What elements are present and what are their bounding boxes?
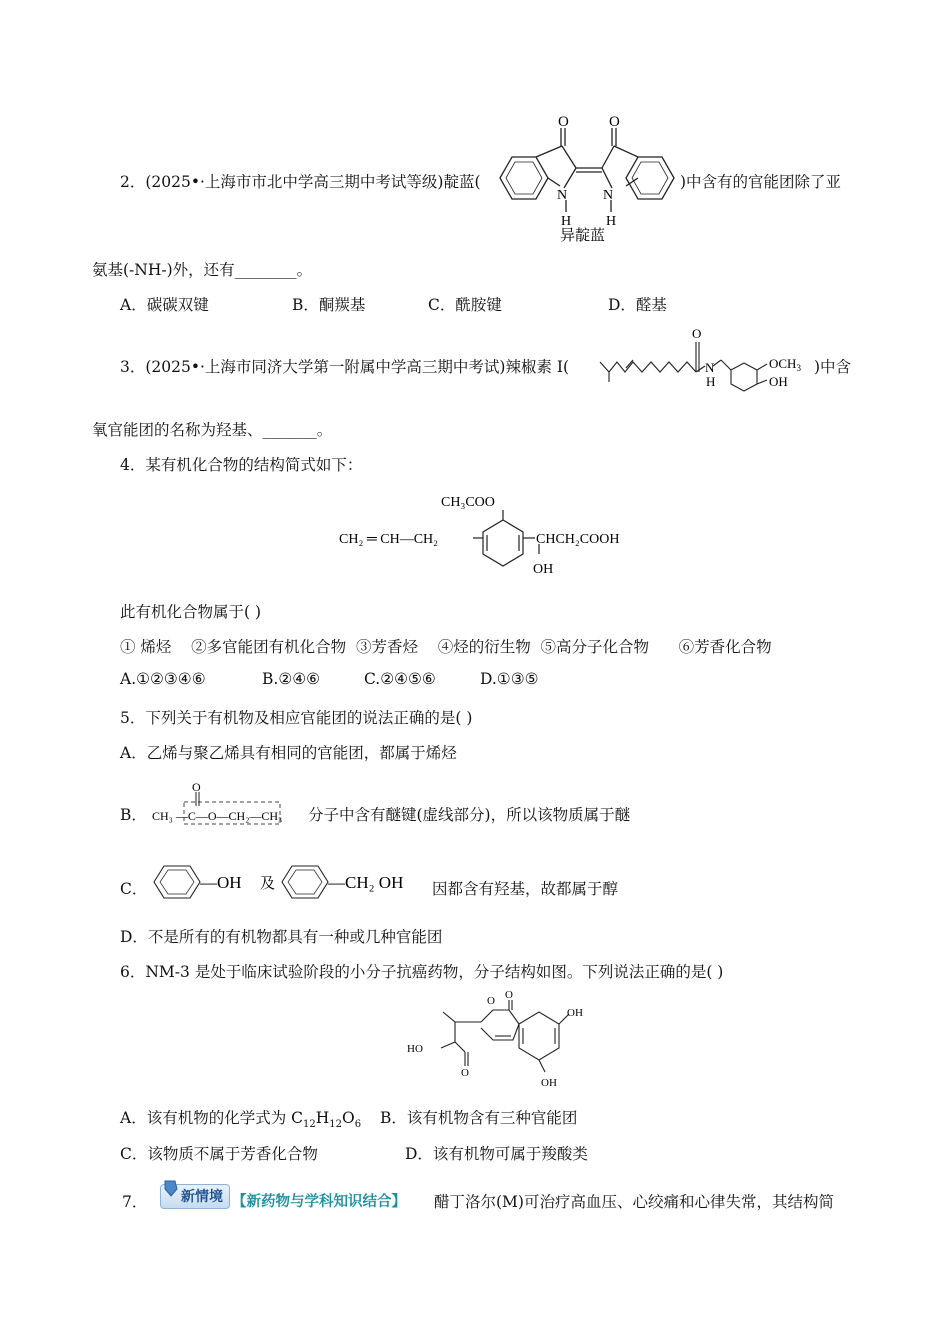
nm3-ho: HO: [407, 1043, 423, 1055]
q6-stem: 6．NM-3 是处于临床试验阶段的小分子抗癌药物，分子结构如图。下列说法正确的是( ): [120, 963, 724, 981]
q2-option-d: D．醛基: [608, 296, 667, 314]
q5-stem: 5．下列关于有机物及相应官能团的说法正确的是( ): [120, 709, 473, 727]
q5-option-c-and: 及: [260, 876, 276, 892]
q4-option-b: B.②④⑥: [262, 670, 321, 688]
isoindigo-n-left: N: [557, 188, 568, 203]
q4-struct-right: CHCH₂COOH: [536, 532, 620, 547]
isoindigo-o-left: O: [558, 114, 569, 130]
q5-option-c-structures: [150, 860, 440, 904]
q2-option-c: C．酰胺键: [428, 296, 502, 314]
isoindigo-h-left: H: [561, 214, 572, 229]
q4-items: ① 烯烃 ②多官能团有机化合物 ③芳香烃 ④烃的衍生物 ⑤高分子化合物 ⑥芳香化合物: [120, 638, 772, 656]
nm3-o-carbonyl: O: [505, 989, 513, 1001]
isoindigo-h-right: H: [606, 214, 617, 229]
q2-option-a: A．碳碳双键: [120, 296, 209, 314]
q6-option-b: B．该有机物含有三种官能团: [380, 1109, 578, 1127]
q5-option-d: D．不是所有的有机物都具有一种或几种官能团: [120, 928, 443, 946]
q6-option-a: A．该有机物的化学式为 $C_{12}H_{12}O_6$: [120, 1109, 362, 1131]
nm3-oh-bottom: OH: [541, 1077, 557, 1089]
q5-ester-o: O: [192, 780, 201, 794]
q3-line1-prefix: 3．(2025•·上海市同济大学第一附属中学高三期中考试)辣椒素 I(: [120, 358, 570, 376]
isoindigo-caption: 异靛蓝: [560, 228, 606, 243]
q6-option-d: D．该有机物可属于羧酸类: [405, 1145, 588, 1163]
q7-text: 醋丁洛尔(M)可治疗高血压、心绞痛和心律失常，其结构简: [434, 1193, 834, 1211]
q7-number: 7．: [122, 1193, 148, 1211]
q4-option-a: A.①②③④⑥: [120, 670, 206, 688]
q6-option-c: C．该物质不属于芳香化合物: [120, 1145, 318, 1163]
q5-option-b-label: B．: [120, 806, 147, 824]
q2-line1-prefix: 2．(2025•·上海市市北中学高三期中考试等级)靛蓝(: [120, 173, 481, 191]
badge-label: 新情境: [181, 1189, 223, 1205]
q2-line1-suffix: )中含有的官能团除了亚: [680, 173, 842, 191]
q4-option-c: C.②④⑤⑥: [364, 670, 436, 688]
q4-struct-left: CH₂ ═ CH—CH₂: [339, 532, 439, 547]
q4-question: 此有机化合物属于( ): [120, 603, 262, 621]
new-context-badge: [160, 1184, 230, 1209]
nm3-o-ring: O: [487, 995, 495, 1007]
q2-option-b: B．酮羰基: [292, 296, 366, 314]
isoindigo-o-right: O: [609, 114, 620, 130]
nm3-oh-top: OH: [567, 1007, 583, 1019]
isoindigo-structure: [490, 108, 685, 243]
q5-option-c-label: C．: [120, 880, 148, 898]
q5-option-a: A．乙烯与聚乙烯具有相同的官能团，都属于烯烃: [120, 744, 457, 762]
capsaicin-h: H: [706, 374, 716, 389]
capsaicin-structure: [595, 320, 820, 398]
q5-ester-structure: [152, 780, 307, 830]
q5-option-b-text: 分子中含有醚键(虚线部分)，所以该物质属于醚: [308, 806, 631, 824]
q5-option-c-text: 因都含有羟基，故都属于醇: [432, 880, 619, 898]
capsaicin-och3: $OCH_3$: [769, 356, 801, 373]
q4-structure: [335, 488, 665, 583]
capsaicin-n: N: [705, 360, 715, 375]
q4-option-d: D.①③⑤: [480, 670, 539, 688]
q5-ester-formula: CH₃ —C—O—CH₂—CH₃: [152, 809, 283, 823]
q3-line2: 氧官能团的名称为羟基、_______。: [92, 421, 333, 439]
capsaicin-oh: OH: [769, 374, 788, 389]
pen-icon: [163, 1179, 179, 1197]
capsaicin-o: O: [692, 326, 702, 341]
q7-highlight: 【新药物与学科知识结合】: [232, 1194, 406, 1210]
isoindigo-n-right: N: [603, 188, 614, 203]
q3-line1-suffix: )中含: [814, 358, 852, 376]
benzyl-ch2oh: —CH₂ OH: [328, 873, 404, 892]
q4-struct-bottom: OH: [533, 562, 554, 577]
q2-line2: 氨基(-NH-)外，还有________。: [92, 261, 313, 279]
nm3-structure: [405, 988, 590, 1093]
q4-struct-top: CH₃COO: [441, 495, 495, 510]
phenol-oh: —OH: [200, 873, 242, 892]
q4-stem: 4．某有机化合物的结构简式如下：: [120, 456, 363, 474]
nm3-o-acid: O: [461, 1067, 469, 1079]
